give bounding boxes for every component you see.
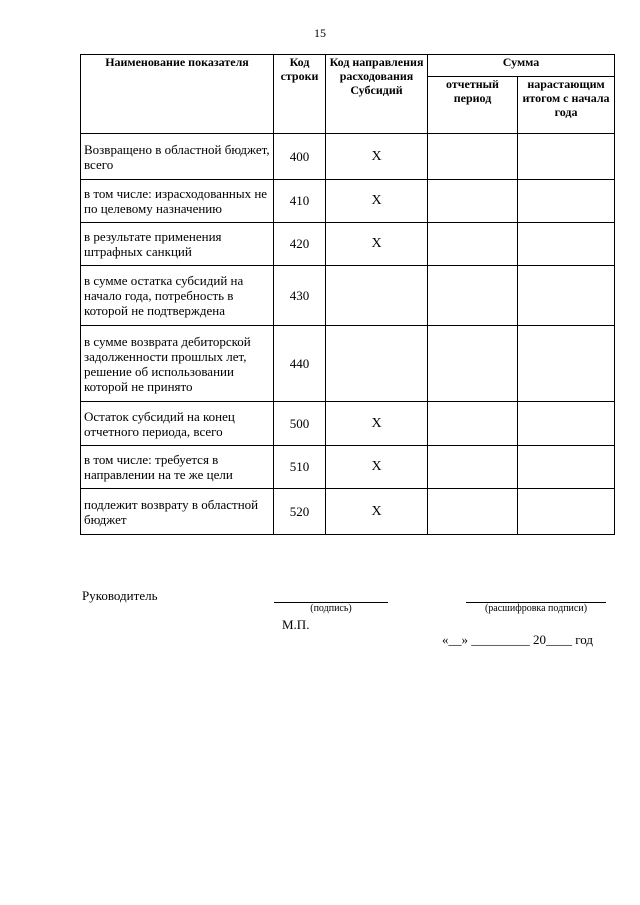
cell-accumulated [518,223,615,266]
cell-accumulated [518,266,615,326]
row-name: Остаток субсидий на конец отчетного периода, всего [81,402,274,446]
signature-caption: (подпись) [310,603,352,614]
decoding-caption: (расшифровка подписи) [484,603,588,614]
table-row [81,134,615,180]
header-code: Код строки [274,55,326,134]
row-code: 410 [274,180,326,223]
table-row [81,266,615,326]
row-name: в сумме возврата дебиторской задолженности прошлых лет, решение об использовании которой не принято [81,326,274,402]
row-name: в том числе: израсходованных не по целевому назначению [81,180,274,223]
row-code: 510 [274,446,326,489]
cell-current-period [428,223,518,266]
seal-label: М.П. [282,617,310,632]
row-name: в сумме остатка субсидий на начало года, потребность в которой не подтверждена [81,266,274,326]
cell-accumulated [518,134,615,180]
row-direction: X [326,223,428,266]
header-current-period: отчетный период [428,77,518,134]
row-code: 400 [274,134,326,180]
row-name: в результате применения штрафных санкций [81,223,274,266]
row-name: Возвращено в областной бюджет, всего [81,134,274,180]
header-accumulated: нарастающим итогом с начала года [518,77,615,134]
cell-current-period [428,180,518,223]
cell-current-period [428,489,518,535]
row-direction: X [326,489,428,535]
header-sum: Сумма [428,55,615,77]
row-code: 420 [274,223,326,266]
cell-current-period [428,134,518,180]
table-row [81,402,615,446]
row-direction [326,326,428,402]
row-direction: X [326,402,428,446]
cell-accumulated [518,446,615,489]
table-row [81,223,615,266]
row-name: в том числе: требуется в направлении на те же цели [81,446,274,489]
cell-current-period [428,266,518,326]
cell-accumulated [518,326,615,402]
cell-accumulated [518,402,615,446]
cell-current-period [428,326,518,402]
row-code: 520 [274,489,326,535]
row-name: подлежит возврату в областной бюджет [81,489,274,535]
table-row [81,326,615,402]
signature-label: Руководитель [82,588,158,603]
report-table [80,54,615,535]
table-row [81,180,615,223]
row-direction [326,266,428,326]
cell-accumulated [518,180,615,223]
cell-accumulated [518,489,615,535]
cell-current-period [428,446,518,489]
row-code: 430 [274,266,326,326]
header-name: Наименование показателя [81,55,274,134]
header-direction: Код направления расходования Субсидий [326,55,428,134]
cell-current-period [428,402,518,446]
table-row [81,446,615,489]
row-direction: X [326,446,428,489]
page-number: 15 [314,26,326,40]
row-code: 500 [274,402,326,446]
row-direction: X [326,134,428,180]
date-line: «__» _________ 20____ год [442,632,593,647]
row-direction: X [326,180,428,223]
row-code: 440 [274,326,326,402]
table-row [81,489,615,535]
